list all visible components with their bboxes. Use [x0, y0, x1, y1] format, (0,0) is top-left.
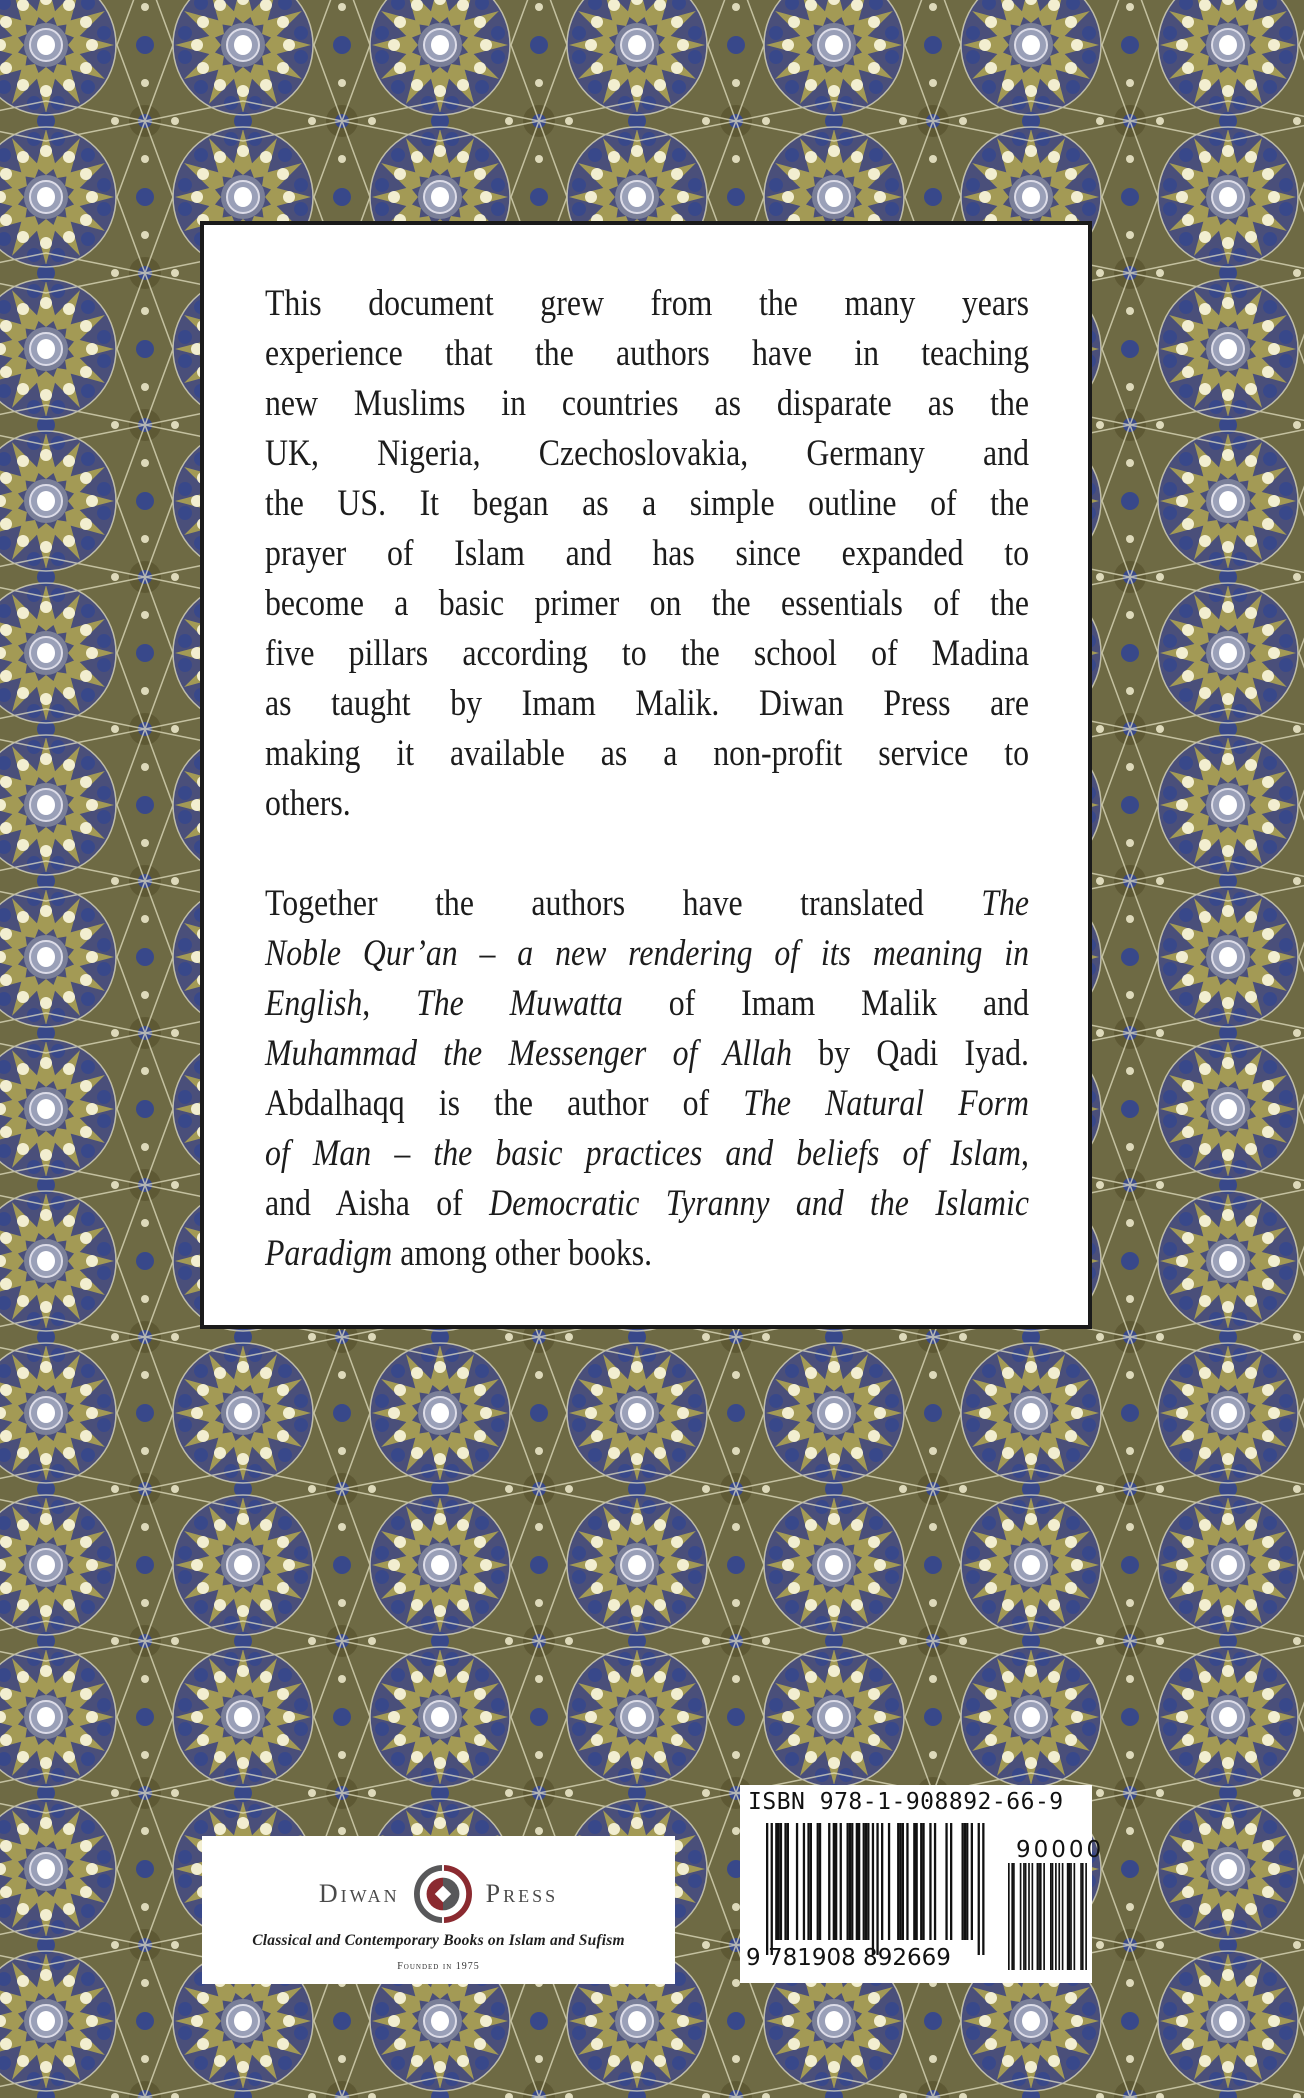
barcode-bar [876, 1823, 878, 1955]
italic-title-text: The [981, 883, 1030, 924]
body-text: five pillars according to the school of Madina [265, 633, 1030, 674]
barcode-bar [902, 1823, 904, 1940]
blurb-line [265, 679, 1029, 729]
price-code: 90000 [1016, 1837, 1105, 1863]
barcode-bar [867, 1823, 869, 1940]
blurb-line [265, 529, 1029, 579]
barcode-bar [780, 1823, 782, 1940]
body-text: by Qadi Iyad. [791, 1033, 1030, 1074]
addon-barcode-bar [1023, 1863, 1025, 1970]
blurb-line [265, 379, 1029, 429]
addon-barcode-bar [1028, 1863, 1030, 1970]
ean-digits: 9 781908 892669 [746, 1945, 951, 1971]
italic-title-text: Noble Qur’an – a new rendering of its meaning in [265, 933, 1030, 974]
addon-barcode-bar [1070, 1863, 1072, 1970]
barcode-bar [966, 1823, 968, 1940]
body-text: making it available as a non-profit service to [265, 733, 1030, 774]
addon-barcode-bar [1037, 1863, 1039, 1970]
addon-barcode-bar [1068, 1863, 1070, 1970]
body-text: and Aisha of [265, 1183, 490, 1224]
body-text: as taught by Imam Malik. Diwan Press are [265, 683, 1030, 724]
italic-title-text: Democratic Tyranny and the Islamic [489, 1183, 1030, 1224]
barcode-bar [796, 1823, 798, 1940]
paragraph-gap [265, 829, 1029, 879]
blurb-line [265, 879, 1029, 929]
barcode-bar [922, 1823, 924, 1940]
barcode-bar [803, 1823, 805, 1940]
publisher-name-left: Diwan [318, 1879, 400, 1908]
barcode-bar [865, 1823, 867, 1940]
barcode-bar [978, 1823, 980, 1955]
barcode-bar [771, 1823, 773, 1955]
italic-title-text: Paradigm [265, 1233, 393, 1274]
barcode-bar [828, 1823, 830, 1940]
barcode-bar [766, 1823, 768, 1955]
addon-barcode-bar [1080, 1863, 1082, 1970]
body-text: Abdalhaqq is the author of [265, 1083, 744, 1124]
barcode-bar [810, 1823, 812, 1940]
blurb-line [265, 1029, 1029, 1079]
barcode-bar [897, 1823, 899, 1940]
body-text: This document grew from the many years [265, 283, 1030, 324]
addon-barcode-bar [1055, 1863, 1057, 1970]
italic-title-text: Muhammad the Messenger of Allah [265, 1033, 792, 1074]
isbn-label: ISBN 978-1-908892-66-9 [748, 1789, 1064, 1815]
blurb-line [265, 479, 1029, 529]
barcode-bar [962, 1823, 964, 1940]
barcode-bar [858, 1823, 860, 1940]
barcode-bar [847, 1823, 849, 1940]
blurb-line [265, 979, 1029, 1029]
italic-title-text: The Muwatta [416, 983, 623, 1024]
barcode-bar [833, 1823, 835, 1940]
barcode-bar [971, 1823, 973, 1940]
publisher-logo-lockup [202, 1864, 675, 1924]
barcode-bar [787, 1823, 789, 1940]
addon-barcode-bar [1013, 1863, 1015, 1970]
blurb-line [265, 429, 1029, 479]
body-text: the US. It began as a simple outline of the [265, 483, 1030, 524]
barcode-bar [913, 1823, 915, 1940]
barcode-bar [881, 1823, 883, 1940]
addon-barcode-bar [1038, 1863, 1040, 1970]
addon-barcode-bar [1025, 1863, 1027, 1970]
addon-barcode-bar [1085, 1863, 1087, 1970]
body-text: prayer of Islam and has since expanded to [265, 533, 1030, 574]
barcode-bar [775, 1823, 777, 1940]
body-text: others. [265, 783, 351, 824]
blurb-line [265, 929, 1029, 979]
blurb-line [265, 579, 1029, 629]
barcode-bar [851, 1823, 853, 1940]
barcode-bar [934, 1823, 936, 1940]
italic-title-text: English [265, 983, 363, 1024]
addon-barcode-bar [1043, 1863, 1045, 1970]
blurb-text [265, 279, 1029, 1279]
publisher-name-right: Press [485, 1879, 559, 1908]
publisher-imprint [202, 1836, 675, 1984]
body-text: UK, Nigeria, Czechoslovakia, Germany and [265, 433, 1030, 474]
addon-barcode-bar [1067, 1863, 1069, 1970]
barcode-bar [835, 1823, 837, 1940]
barcode-bar [950, 1823, 952, 1940]
barcode-bar [778, 1823, 780, 1940]
blurb-line [265, 629, 1029, 679]
addon-barcode-bar [1058, 1863, 1060, 1970]
italic-title-text: The Natural Form [743, 1083, 1030, 1124]
publisher-founded-year: Founded in 1975 [397, 1961, 480, 1972]
barcode-bar [817, 1823, 819, 1940]
barcode-bar [840, 1823, 842, 1940]
barcode-bar [819, 1823, 821, 1940]
body-text: become a basic primer on the essentials of the [265, 583, 1030, 624]
italic-title-text: of Man – the basic practices and beliefs of Islam [265, 1133, 1022, 1174]
barcode-bar [906, 1823, 908, 1940]
body-text: among other books. [392, 1233, 653, 1274]
body-text: , [362, 983, 417, 1024]
blurb-line [265, 329, 1029, 379]
body-text: Together the authors have translated [265, 883, 982, 924]
diwan-press-emblem-icon [414, 1865, 472, 1923]
blurb-line [265, 1129, 1029, 1179]
barcode-bar [849, 1823, 851, 1940]
barcode-bar [888, 1823, 890, 1940]
blurb-line [265, 779, 1029, 829]
body-text: experience that the authors have in teaching [265, 333, 1030, 374]
body-text: new Muslims in countries as disparate as the [265, 383, 1030, 424]
publisher-tagline: Classical and Contemporary Books on Islam and Sufism [252, 1932, 625, 1949]
blurb-line [265, 279, 1029, 329]
barcode-bar [964, 1823, 966, 1940]
isbn-barcode [740, 1785, 1105, 1983]
blurb-panel [200, 221, 1092, 1329]
addon-barcode-bar [1020, 1863, 1022, 1970]
addon-barcode-bar [1050, 1863, 1052, 1970]
blurb-line [265, 1179, 1029, 1229]
barcode-bar [872, 1823, 874, 1955]
addon-barcode-bar [1032, 1863, 1034, 1970]
blurb-line [265, 729, 1029, 779]
body-text: of Imam Malik and [622, 983, 1030, 1024]
blurb-line [265, 1229, 1029, 1279]
body-text: , [1021, 1133, 1029, 1174]
barcode-bar [807, 1823, 809, 1940]
addon-barcode-bar [1062, 1863, 1064, 1970]
barcode-bar [899, 1823, 901, 1940]
barcode-bar [784, 1823, 786, 1940]
barcode-bar [945, 1823, 947, 1940]
addon-barcode-bar [1008, 1863, 1010, 1970]
addon-barcode-bar [1040, 1863, 1042, 1970]
barcode-bar [929, 1823, 931, 1940]
barcode-bar [856, 1823, 858, 1940]
blurb-line [265, 1079, 1029, 1129]
addon-barcode-bar [1052, 1863, 1054, 1970]
barcode-bar [916, 1823, 918, 1940]
addon-barcode-bar [1082, 1863, 1084, 1970]
barcode-bar [920, 1823, 922, 1940]
addon-barcode-bar [1011, 1863, 1013, 1970]
barcode-bar [863, 1823, 865, 1940]
addon-barcode-bar [1074, 1863, 1076, 1970]
barcode-bar [982, 1823, 984, 1955]
